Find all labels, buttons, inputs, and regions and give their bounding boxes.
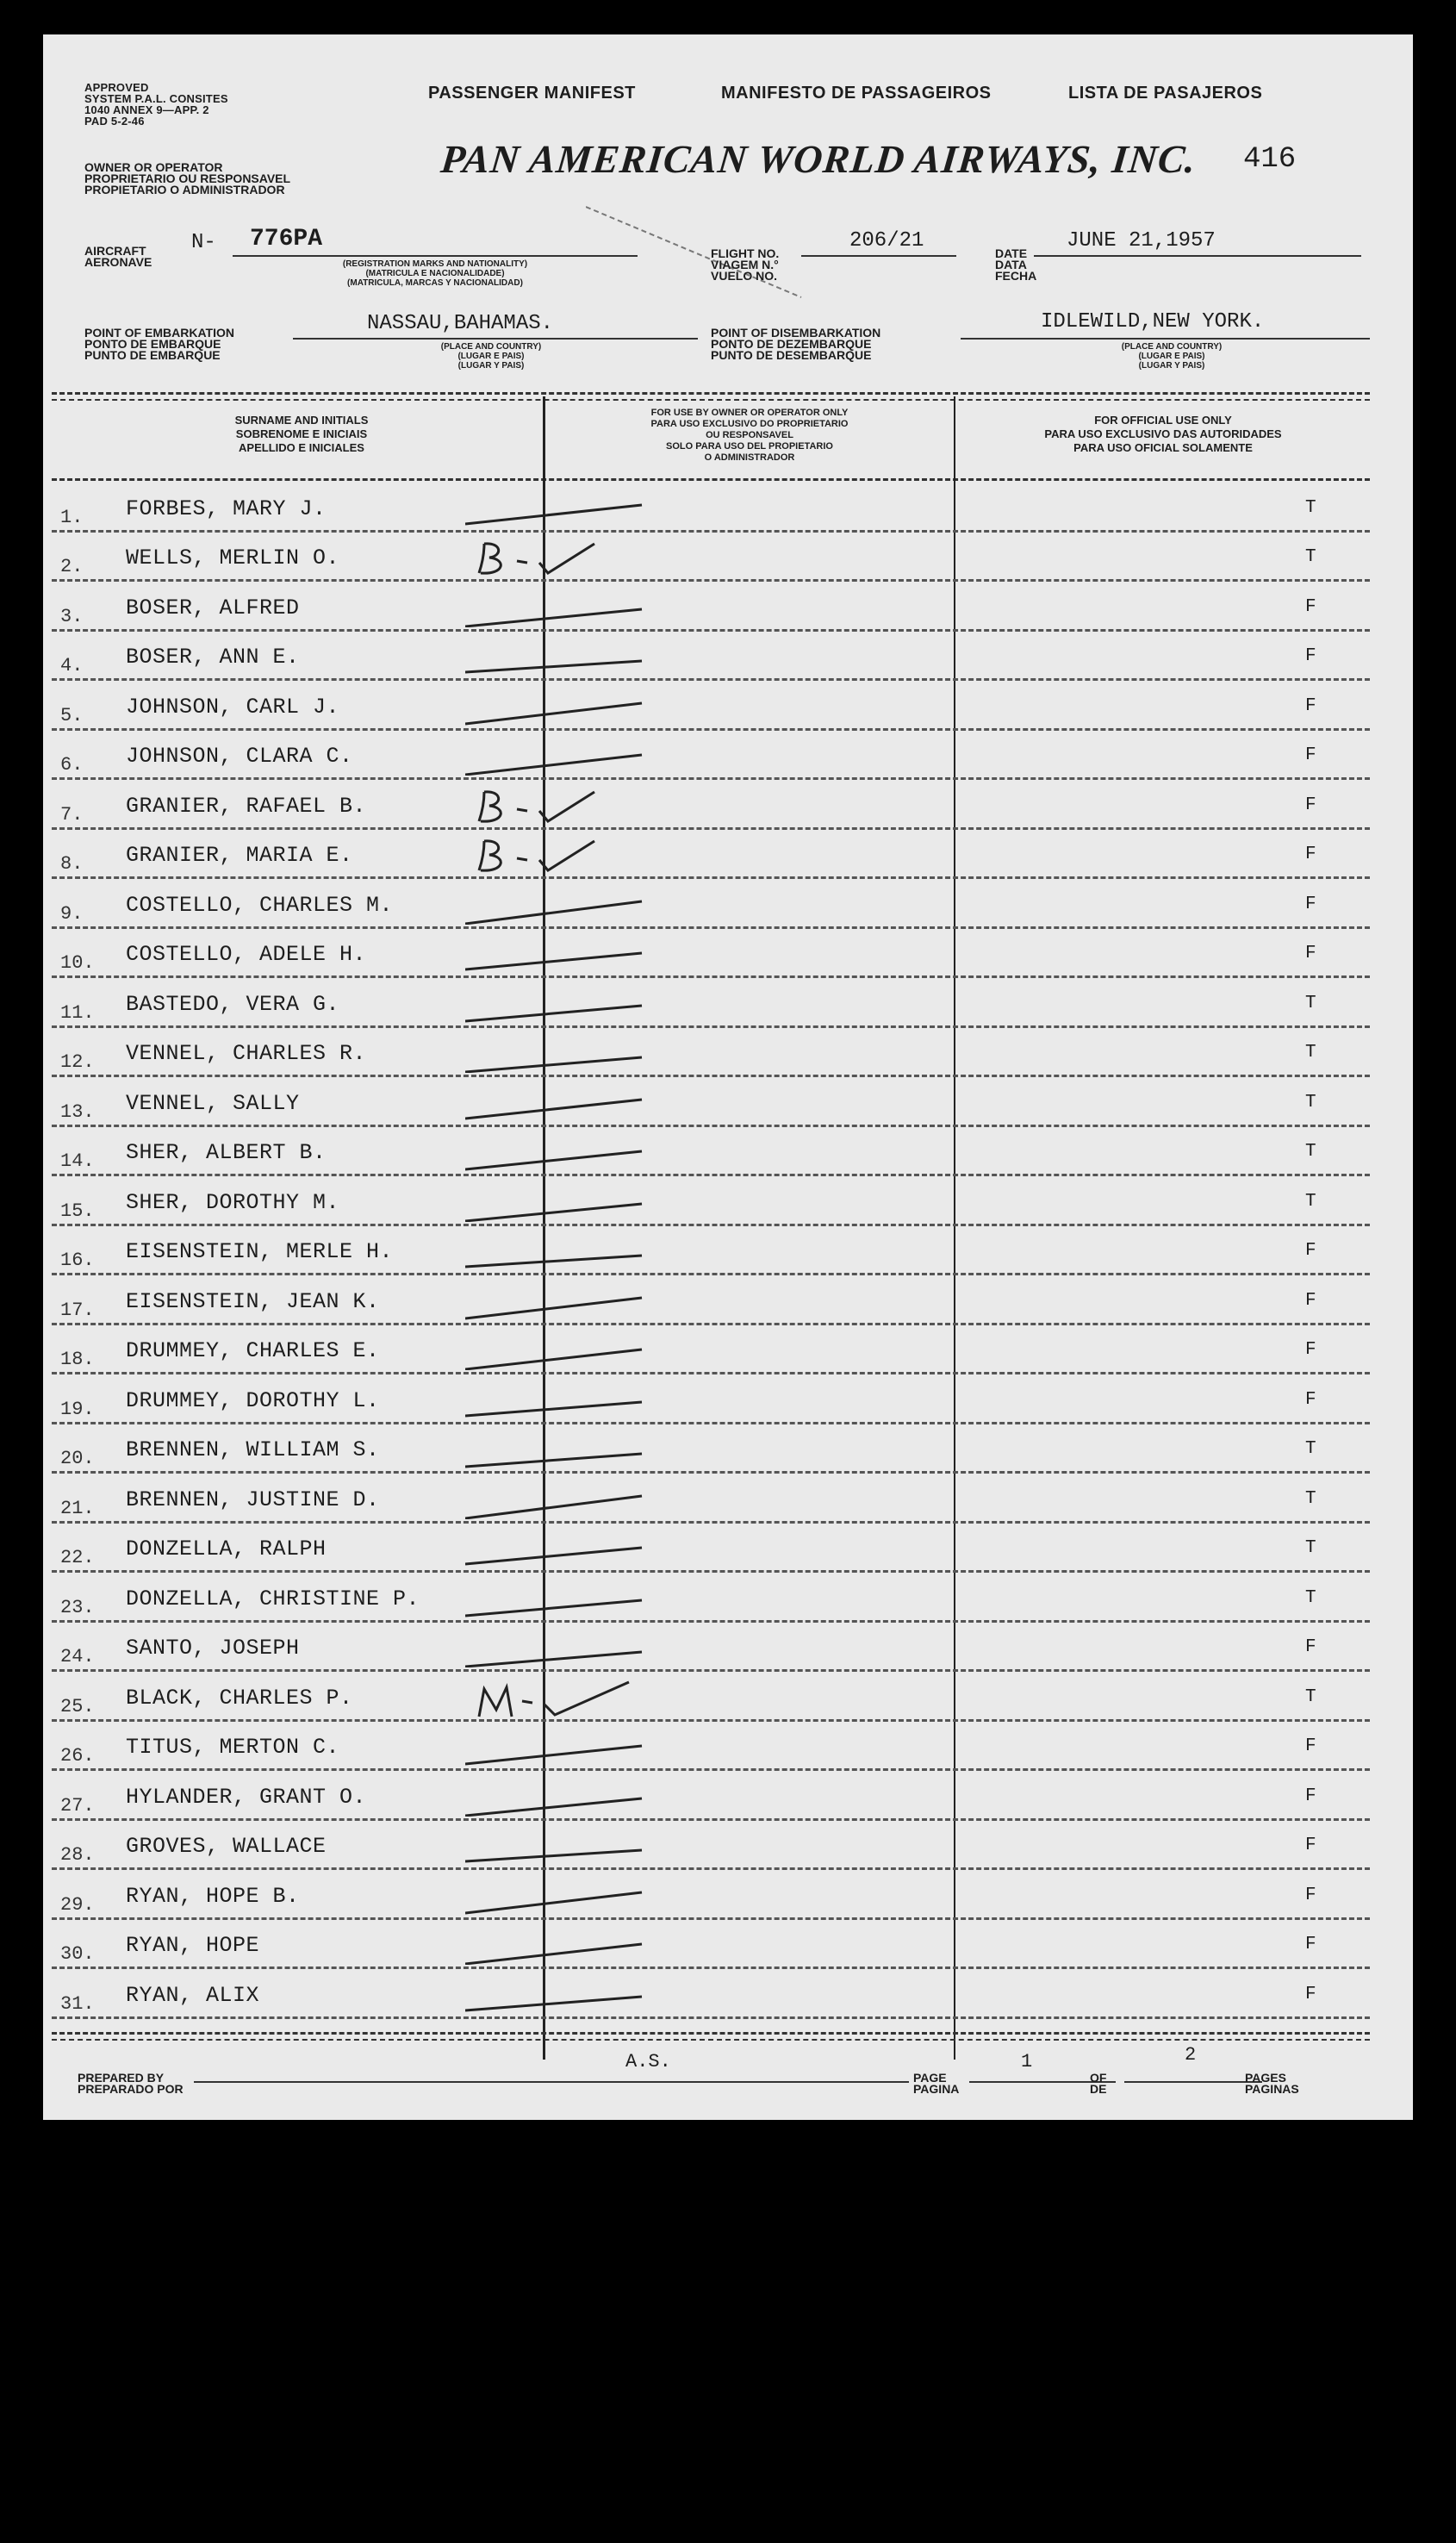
column-header-line: APELLIDO E INICIALES xyxy=(239,441,364,454)
disembark-label xyxy=(711,327,880,361)
passenger-name: JOHNSON, CARL J. xyxy=(126,694,340,720)
row-number: 28. xyxy=(60,1844,95,1866)
aircraft-prefix: N- xyxy=(191,231,216,254)
table-top-rule xyxy=(52,392,1370,395)
column-header-line: O ADMINISTRADOR xyxy=(704,452,795,463)
check-stroke xyxy=(465,985,646,1024)
row-number: 11. xyxy=(60,1001,95,1024)
row-number: 9. xyxy=(60,902,84,925)
owner-label-line: PROPIETARIO O ADMINISTRADOR xyxy=(84,183,285,196)
check-stroke xyxy=(465,589,646,627)
check-stroke xyxy=(465,935,646,974)
column-header-line: SOBRENOME E INICIAIS xyxy=(235,427,368,440)
of-label-line: DE xyxy=(1090,2082,1107,2096)
passenger-name: SHER, DOROTHY M. xyxy=(126,1189,340,1215)
column-header-line: FOR OFFICIAL USE ONLY xyxy=(1094,414,1232,427)
check-stroke xyxy=(465,1778,646,1817)
column-header-line: FOR USE BY OWNER OR OPERATOR ONLY xyxy=(650,408,849,418)
column-header-line: SURNAME AND INITIALS xyxy=(234,414,369,427)
check-stroke xyxy=(465,1877,646,1916)
passenger-name: BRENNEN, JUSTINE D. xyxy=(126,1487,380,1512)
row-number: 14. xyxy=(60,1150,95,1172)
check-stroke xyxy=(465,1430,646,1469)
column-header-line: OU RESPONSAVEL xyxy=(706,430,793,440)
aircraft-label-line: AERONAVE xyxy=(84,255,152,269)
official-status: T xyxy=(1305,1092,1316,1113)
date-label-line: DATA xyxy=(995,258,1027,271)
table-row xyxy=(52,1176,1370,1226)
column-header-official xyxy=(956,414,1370,455)
row-number: 25. xyxy=(60,1695,95,1717)
column-header-line: SOLO PARA USO DEL PROPIETARIO xyxy=(666,441,833,452)
row-number: 22. xyxy=(60,1547,95,1568)
official-status: F xyxy=(1305,1786,1316,1806)
official-status: F xyxy=(1305,695,1316,716)
handwritten-mark-m xyxy=(465,1679,646,1717)
row-number: 5. xyxy=(60,704,84,726)
passenger-name: GRANIER, MARIA E. xyxy=(126,843,353,868)
disembark-place: IDLEWILD,NEW YORK. xyxy=(1041,310,1265,333)
column-header-line: PARA USO EXCLUSIVO DAS AUTORIDADES xyxy=(1044,427,1282,440)
disembark-label-line: PUNTO DE DESEMBARQUE xyxy=(711,348,872,362)
passenger-name: COSTELLO, ADELE H. xyxy=(126,942,367,967)
official-status: F xyxy=(1305,1984,1316,2004)
row-number: 31. xyxy=(60,1992,95,2015)
table-row xyxy=(52,1870,1370,1920)
table-bottom-rule xyxy=(52,2039,1370,2041)
passenger-name: DRUMMEY, CHARLES E. xyxy=(126,1338,380,1363)
embark-underline xyxy=(293,338,698,340)
table-row xyxy=(52,1771,1370,1821)
row-number: 23. xyxy=(60,1596,95,1618)
disembark-label-line: POINT OF DISEMBARKATION xyxy=(711,326,881,340)
passenger-name: DONZELLA, CHRISTINE P. xyxy=(126,1586,420,1611)
official-status: T xyxy=(1305,497,1316,518)
table-row xyxy=(52,1821,1370,1871)
disembark-label-line: PONTO DE DEZEMBARQUE xyxy=(711,337,872,351)
prepared-label xyxy=(78,2072,184,2095)
check-stroke xyxy=(465,1580,646,1618)
page-label-line: PAGE xyxy=(913,2071,947,2085)
official-status: F xyxy=(1305,646,1316,666)
official-status: F xyxy=(1305,845,1316,864)
place-sub-line: (PLACE AND COUNTRY) xyxy=(1121,342,1223,352)
flight-label xyxy=(711,248,779,282)
table-row xyxy=(52,731,1370,781)
official-status: F xyxy=(1305,1340,1316,1360)
official-status: T xyxy=(1305,993,1316,1013)
pages-underline xyxy=(1124,2081,1262,2083)
row-number: 29. xyxy=(60,1893,95,1916)
passenger-name: GRANIER, RAFAEL B. xyxy=(126,793,367,819)
flight-underline xyxy=(801,255,956,257)
passenger-name: SANTO, JOSEPH xyxy=(126,1636,300,1661)
row-number: 12. xyxy=(60,1051,95,1073)
row-number: 18. xyxy=(60,1349,95,1370)
page-label xyxy=(913,2072,959,2095)
official-status: F xyxy=(1305,1389,1316,1410)
passenger-name: VENNEL, CHARLES R. xyxy=(126,1041,367,1066)
embark-label xyxy=(84,327,234,361)
check-stroke xyxy=(465,1331,646,1370)
check-stroke xyxy=(465,1480,646,1519)
check-stroke xyxy=(465,1530,646,1568)
pages-label-line: PAGINAS xyxy=(1245,2082,1299,2096)
embark-label-line: PUNTO DE EMBARQUE xyxy=(84,348,221,362)
row-number: 10. xyxy=(60,952,95,974)
table-bottom-rule xyxy=(52,2032,1370,2035)
table-row xyxy=(52,1474,1370,1524)
passenger-name: GROVES, WALLACE xyxy=(126,1834,327,1859)
date-label-line: FECHA xyxy=(995,269,1037,283)
check-stroke xyxy=(465,1232,646,1271)
flight-label-line: VUELO NO. xyxy=(711,269,778,283)
row-number: 21. xyxy=(60,1497,95,1519)
table-row xyxy=(52,1077,1370,1127)
table-row xyxy=(52,632,1370,682)
passenger-name: BOSER, ANN E. xyxy=(126,645,300,670)
official-status: F xyxy=(1305,795,1316,815)
official-status: F xyxy=(1305,1836,1316,1855)
header-bottom-rule xyxy=(52,478,1370,481)
row-number: 30. xyxy=(60,1943,95,1965)
table-row xyxy=(52,1524,1370,1574)
table-row xyxy=(52,830,1370,880)
official-status: T xyxy=(1305,1538,1316,1558)
official-status: T xyxy=(1305,1488,1316,1509)
table-row xyxy=(52,879,1370,929)
official-status: F xyxy=(1305,1290,1316,1311)
table-row xyxy=(52,681,1370,731)
title-spanish: LISTA DE PASAJEROS xyxy=(1068,84,1263,103)
owner-label xyxy=(84,162,290,196)
check-stroke xyxy=(465,1282,646,1321)
table-row xyxy=(52,533,1370,583)
passenger-name: DONZELLA, RALPH xyxy=(126,1536,327,1561)
table-row xyxy=(52,1374,1370,1424)
row-number: 20. xyxy=(60,1448,95,1469)
check-stroke xyxy=(465,1084,646,1123)
page-reference: 416 xyxy=(1243,143,1297,176)
flight-date: JUNE 21,1957 xyxy=(1067,229,1216,252)
of-label-line: OF xyxy=(1090,2071,1107,2085)
approval-line: APPROVED xyxy=(84,81,149,94)
official-status: T xyxy=(1305,1191,1316,1212)
table-row xyxy=(52,1623,1370,1673)
table-row xyxy=(52,483,1370,533)
prepared-by: A.S. xyxy=(625,2051,671,2072)
official-status: T xyxy=(1305,547,1316,567)
row-number: 4. xyxy=(60,655,84,676)
owner-label-line: PROPRIETARIO OU RESPONSAVEL xyxy=(84,171,291,185)
aircraft-sub-line: (MATRICULA E NACIONALIDADE) xyxy=(365,269,505,278)
official-status: F xyxy=(1305,1241,1316,1261)
check-stroke xyxy=(465,1034,646,1073)
official-status: F xyxy=(1305,1637,1316,1657)
official-status: T xyxy=(1305,1142,1316,1162)
table-row xyxy=(52,1969,1370,2019)
pages-label xyxy=(1245,2072,1299,2095)
aircraft-label-line: AIRCRAFT xyxy=(84,244,146,258)
passenger-name: TITUS, MERTON C. xyxy=(126,1735,340,1760)
date-underline xyxy=(1034,255,1361,257)
check-stroke xyxy=(465,489,646,528)
passenger-name: BRENNEN, WILLIAM S. xyxy=(126,1437,380,1462)
table-row xyxy=(52,1028,1370,1078)
place-sub-line: (LUGAR E PAIS) xyxy=(1138,352,1205,361)
table-row xyxy=(52,978,1370,1028)
check-stroke xyxy=(465,1926,646,1965)
table-top-rule xyxy=(52,399,1370,401)
place-sub-line: (LUGAR Y PAIS) xyxy=(1138,361,1205,371)
row-number: 2. xyxy=(60,556,84,577)
company-name: PAN AMERICAN WORLD AIRWAYS, INC. xyxy=(439,137,1199,181)
aircraft-sublabel xyxy=(237,259,633,288)
row-number: 19. xyxy=(60,1398,95,1420)
page-number: 1 xyxy=(1021,2051,1033,2072)
disembark-underline xyxy=(961,338,1370,340)
check-stroke xyxy=(465,737,646,776)
row-number: 17. xyxy=(60,1299,95,1321)
table-row xyxy=(52,1672,1370,1722)
prepared-underline xyxy=(194,2081,909,2083)
row-number: 3. xyxy=(60,605,84,627)
approval-line: PAD 5-2-46 xyxy=(84,115,145,128)
row-number: 6. xyxy=(60,754,84,776)
official-status: F xyxy=(1305,1885,1316,1905)
table-row xyxy=(52,582,1370,632)
table-row xyxy=(52,1424,1370,1474)
table-row xyxy=(52,1722,1370,1772)
passenger-name: RYAN, ALIX xyxy=(126,1982,260,2008)
prepared-label-line: PREPARED BY xyxy=(78,2071,165,2085)
official-status: T xyxy=(1305,1686,1316,1707)
row-number: 7. xyxy=(60,803,84,826)
approval-block xyxy=(84,82,228,127)
passenger-name: RYAN, HOPE xyxy=(126,1933,260,1958)
passenger-name: HYLANDER, GRANT O. xyxy=(126,1784,367,1810)
column-header-surname xyxy=(60,414,543,455)
table-row xyxy=(52,780,1370,830)
passenger-name: BOSER, ALFRED xyxy=(126,595,300,620)
official-status: T xyxy=(1305,1043,1316,1063)
official-status: F xyxy=(1305,944,1316,963)
embark-sublabel xyxy=(319,342,663,371)
handwritten-mark-b xyxy=(465,787,646,826)
official-status: T xyxy=(1305,1587,1316,1608)
check-stroke xyxy=(465,1728,646,1767)
check-stroke xyxy=(465,638,646,676)
aircraft-label xyxy=(84,246,152,268)
title-portuguese: MANIFESTO DE PASSAGEIROS xyxy=(721,84,992,103)
official-status: F xyxy=(1305,745,1316,765)
place-sub-line: (LUGAR Y PAIS) xyxy=(457,361,525,371)
official-status: F xyxy=(1305,894,1316,914)
of-label xyxy=(1090,2072,1106,2095)
official-status: F xyxy=(1305,596,1316,617)
row-number: 27. xyxy=(60,1794,95,1817)
check-stroke xyxy=(465,1629,646,1667)
check-stroke xyxy=(465,1183,646,1222)
total-pages: 2 xyxy=(1185,2044,1197,2066)
table-row xyxy=(52,1920,1370,1970)
check-stroke xyxy=(465,1381,646,1420)
passenger-list xyxy=(52,483,1370,2019)
passenger-name: COSTELLO, CHARLES M. xyxy=(126,892,394,918)
embark-place: NASSAU,BAHAMAS. xyxy=(367,312,554,335)
check-stroke xyxy=(465,1976,646,2015)
row-number: 8. xyxy=(60,853,84,875)
embark-label-line: PONTO DE EMBARQUE xyxy=(84,337,221,351)
prepared-label-line: PREPARADO POR xyxy=(78,2082,184,2096)
table-row xyxy=(52,1275,1370,1325)
row-number: 13. xyxy=(60,1100,95,1123)
row-number: 1. xyxy=(60,506,84,528)
owner-label-line: OWNER OR OPERATOR xyxy=(84,160,223,174)
official-status: F xyxy=(1305,1935,1316,1954)
handwritten-mark-b xyxy=(465,836,646,875)
row-number: 24. xyxy=(60,1646,95,1667)
passenger-name: BLACK, CHARLES P. xyxy=(126,1685,353,1711)
check-stroke xyxy=(465,1827,646,1866)
disembark-sublabel xyxy=(999,342,1344,371)
official-status: T xyxy=(1305,1439,1316,1459)
handwritten-mark-b xyxy=(465,539,646,577)
official-status: F xyxy=(1305,1736,1316,1756)
passenger-name: EISENSTEIN, JEAN K. xyxy=(126,1288,380,1314)
flight-label-line: VIAGEM N.° xyxy=(711,258,779,271)
aircraft-sub-line: (MATRICULA, MARCAS Y NACIONALIDAD) xyxy=(347,278,523,288)
flight-label-line: FLIGHT NO. xyxy=(711,246,780,260)
passenger-name: VENNEL, SALLY xyxy=(126,1090,300,1116)
row-number: 15. xyxy=(60,1200,95,1222)
row-number: 16. xyxy=(60,1250,95,1271)
table-row xyxy=(52,1127,1370,1177)
passenger-name: RYAN, HOPE B. xyxy=(126,1883,300,1909)
check-stroke xyxy=(465,1133,646,1172)
flight-number: 206/21 xyxy=(849,229,924,252)
passenger-name: JOHNSON, CLARA C. xyxy=(126,744,353,769)
table-row xyxy=(52,1325,1370,1375)
place-sub-line: (LUGAR E PAIS) xyxy=(457,352,525,361)
passenger-name: FORBES, MARY J. xyxy=(126,496,327,521)
check-stroke xyxy=(465,886,646,925)
pages-label-line: PAGES xyxy=(1245,2071,1286,2085)
page-label-line: PAGINA xyxy=(913,2082,960,2096)
place-sub-line: (PLACE AND COUNTRY) xyxy=(440,342,542,352)
aircraft-underline xyxy=(233,255,638,257)
passenger-name: BASTEDO, VERA G. xyxy=(126,991,340,1017)
passenger-name: SHER, ALBERT B. xyxy=(126,1140,327,1165)
approval-line: SYSTEM P.A.L. CONSITES xyxy=(84,92,228,105)
approval-line: 1040 ANNEX 9—APP. 2 xyxy=(84,103,209,116)
table-row xyxy=(52,929,1370,979)
table-row xyxy=(52,1573,1370,1623)
passenger-name: DRUMMEY, DOROTHY L. xyxy=(126,1387,380,1413)
column-header-line: PARA USO OFICIAL SOLAMENTE xyxy=(1073,441,1253,454)
table-row xyxy=(52,1226,1370,1276)
column-header-operator xyxy=(551,408,948,464)
passenger-name: WELLS, MERLIN O. xyxy=(126,545,340,570)
passenger-name: EISENSTEIN, MERLE H. xyxy=(126,1239,394,1264)
aircraft-sub-line: (REGISTRATION MARKS AND NATIONALITY) xyxy=(342,259,528,269)
check-stroke xyxy=(465,688,646,726)
manifest-sheet xyxy=(43,34,1413,2120)
column-header-line: PARA USO EXCLUSIVO DO PROPRIETARIO xyxy=(650,419,849,429)
date-label-line: DATE xyxy=(995,246,1028,260)
date-label xyxy=(995,248,1036,282)
aircraft-registration: 776PA xyxy=(250,226,323,252)
title-english: PASSENGER MANIFEST xyxy=(428,84,636,103)
row-number: 26. xyxy=(60,1745,95,1767)
embark-label-line: POINT OF EMBARKATION xyxy=(84,326,234,340)
